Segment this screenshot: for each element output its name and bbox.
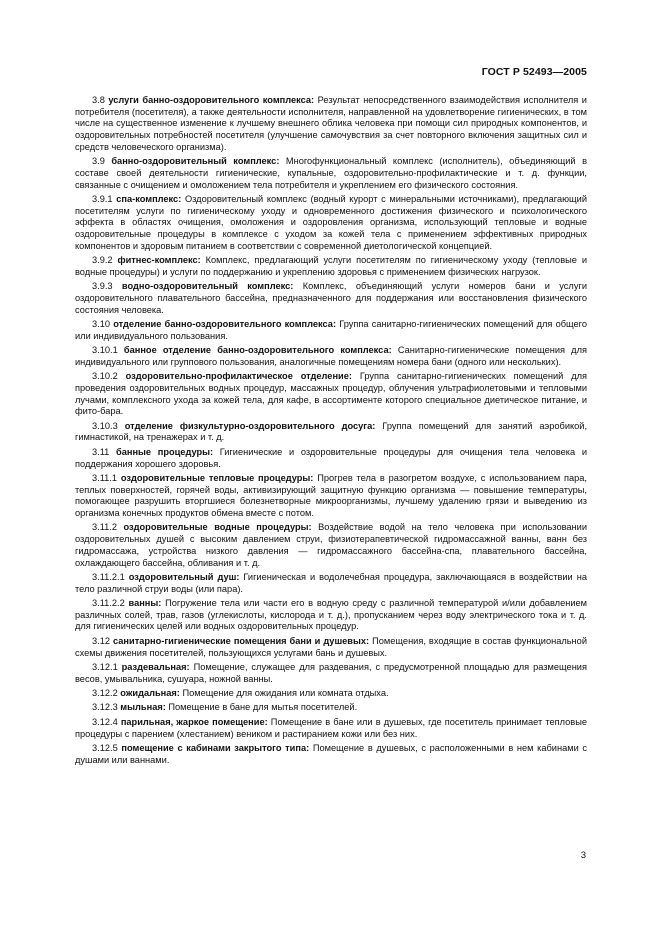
term: услуги банно-оздоровительного комплекса: xyxy=(108,95,315,105)
term: водно-оздоровительный комплекс: xyxy=(121,281,294,292)
term: спа-комплекс: xyxy=(116,194,182,204)
definition-paragraph xyxy=(75,319,587,342)
definition-paragraph xyxy=(75,702,587,714)
clause-number: 3.10 xyxy=(92,319,111,330)
definition-text: Многофункциональный комплекс (исполнитель), объединяющий в составе своей деятельности гигиенические, купальные, оздоровительно-профилактические и т. д. функции, связанные с очищением и омоложением тела потребителя и укреплением его физического состояния. xyxy=(75,156,587,190)
term: парильная, жаркое помещение: xyxy=(120,716,268,727)
clause-number: 3.9.2 xyxy=(92,255,113,266)
term: банно-оздоровительный комплекс: xyxy=(111,156,280,167)
clause-number: 3.12.5 xyxy=(92,742,118,753)
definition-text: Прогрев тела в разогретом воздухе, с использованием пара, теплых поверхностей, горячей воды, активизирующий защитную функцию организма — повышение температуры, помогающее разрушить вторгшиеся болезнетворные микроорганизмы, лучшему удалению грязи и выведению из организма конечных продуктов обмена вместе с потом. xyxy=(75,472,587,519)
term: мыльная: xyxy=(120,702,166,713)
definition-text: Помещение в бане для мытья посетителей. xyxy=(168,702,358,713)
definition-paragraph xyxy=(75,717,587,740)
definition-paragraph xyxy=(75,194,587,253)
term: банное отделение банно-оздоровительного комплекса: xyxy=(123,345,392,356)
definition-text: Помещение в душевых, с расположенными в нем кабинами с душами или ваннами. xyxy=(75,742,588,765)
clause-number: 3.11 xyxy=(92,446,110,457)
clause-number: 3.12.3 xyxy=(92,702,118,713)
definition-text: Помещения, входящие в состав функциональной схемы движения посетителей, пользующихся услугами бань и душевых. xyxy=(75,635,587,658)
term: раздевальная: xyxy=(121,661,190,672)
clause-number: 3.8 xyxy=(92,95,105,105)
definition-paragraph xyxy=(75,522,587,569)
definition-text: Помещение в бане или в душевых, где посетитель принимает тепловые процедуры с парением (хлестанием) веником и растиранием кожи или без них. xyxy=(75,716,587,739)
clause-number: 3.12.4 xyxy=(92,716,118,727)
definition-text: Санитарно-гигиенические помещения для индивидуального или группового пользования, аналогичные помещениям номера бани (одного или нескольких). xyxy=(75,345,587,367)
definition-paragraph xyxy=(75,156,587,191)
definition-text: Помещение для ожидания или комната отдыха. xyxy=(182,688,389,699)
term: помещение с кабинами закрытого типа: xyxy=(121,742,310,753)
term: отделение физкультурно-оздоровительного досуга: xyxy=(124,420,376,431)
term: оздоровительные тепловые процедуры: xyxy=(120,472,314,483)
term: оздоровительный душ: xyxy=(128,571,240,582)
clause-number: 3.12 xyxy=(92,635,111,646)
definition-text: Комплекс, объединяющий услуги номеров бани и услуги оздоровительного плавательного бассейна, предназначенного для поддержания или восстановления физического состояния человека. xyxy=(75,281,587,315)
definition-paragraph xyxy=(75,473,587,520)
clause-number: 3.10.2 xyxy=(92,371,118,382)
definition-paragraph xyxy=(75,421,587,444)
definition-paragraph xyxy=(75,447,587,470)
definition-paragraph xyxy=(75,572,587,595)
definition-paragraph xyxy=(75,662,587,685)
definition-text: Гигиеническая и водолечебная процедура, заключающаяся в воздействии на тело различной струи воды (или пара). xyxy=(75,571,587,594)
clause-number: 3.10.1 xyxy=(92,345,118,356)
clause-number: 3.12.2 xyxy=(92,688,118,699)
definition-paragraph xyxy=(75,255,587,278)
document-body xyxy=(75,95,587,769)
definition-text: Оздоровительный комплекс (водный курорт с минеральными источниками), предлагающий посетителям услуги по гигиеническому уходу и одновременного достижения физического и психологического эффекта в областях очищения, омоложения и оздоровления организма, использующий тепловые и водные оздоровительные процедуры в комплексе с уходом за кожей тела с применением эффективных природных компонентов и здоровым питанием в соответствии с современной диетологической концепцией. xyxy=(75,194,587,251)
term: фитнес-комплекс: xyxy=(117,255,201,266)
clause-number: 3.10.3 xyxy=(92,420,118,431)
definition-paragraph xyxy=(75,636,587,659)
clause-number: 3.11.1 xyxy=(92,472,118,483)
term: санитарно-гигиенические помещения бани и душевых: xyxy=(113,635,370,646)
definition-text: Погружение тела или части его в водную среду с различной температурой и/или добавлением различных солей, трав, газов (углекислоты, кислорода и т. д.), пропусканием через воду электрического тока и т. д. для гигиенических целей или водных оздоровительных процедур. xyxy=(75,598,588,632)
definition-text: Группа помещений для занятий аэробикой, гимнастикой, на тренажерах и т. д. xyxy=(75,420,588,443)
term: ванны: xyxy=(128,598,162,609)
term: банные процедуры: xyxy=(116,446,214,457)
clause-number: 3.9.3 xyxy=(92,281,113,292)
definition-text: Группа санитарно-гигиенических помещений для общего или индивидуального пользования. xyxy=(75,319,587,341)
definition-paragraph xyxy=(75,743,587,766)
clause-number: 3.9.1 xyxy=(92,194,113,204)
definition-paragraph xyxy=(75,95,587,154)
term: отделение банно-оздоровительного комплекса: xyxy=(113,319,337,330)
clause-number: 3.11.2.1 xyxy=(92,571,125,582)
term: оздоровительные водные процедуры: xyxy=(123,522,312,533)
definition-paragraph xyxy=(75,345,587,368)
clause-number: 3.11.2.2 xyxy=(92,598,125,609)
definition-paragraph xyxy=(75,598,587,633)
definition-text: Гигиенические и оздоровительные процедуры для очищения тела человека и поддержания хорошего здоровья. xyxy=(75,446,587,469)
definition-paragraph xyxy=(75,688,587,700)
term: ожидальная: xyxy=(120,688,180,699)
definition-paragraph xyxy=(75,281,587,316)
clause-number: 3.11.2 xyxy=(92,522,118,533)
clause-number: 3.12.1 xyxy=(92,661,118,672)
page-number: 3 xyxy=(580,850,586,861)
definition-text: Группа санитарно-гигиенических помещений для проведения оздоровительных водных процедур, массажных процедур, облучения ультрафиолетовыми и тепловыми лучами, комплексного ухода за кожей тела, для кафе, в ассортименте которого специальное диетическое питание, и фито-бара. xyxy=(75,371,588,417)
definition-text: Помещение, служащее для раздевания, с предусмотренной площадью для размещения весов, умывальника, сушуара, ножной ванны. xyxy=(75,661,587,684)
definition-text: Комплекс, предлагающий услуги посетителям по гигиеническому уходу (тепловые и водные процедуры) и услуги по поддержанию и укреплению здоровья с применением физических нагрузок. xyxy=(75,255,587,277)
definition-text: Результат непосредственного взаимодействия исполнителя и потребителя (посетителя), а также деятельности исполнителя, направленной на удовлетворение гигиенических, в том числе на существенное изменение к лучшему внешнего облика человека при помощи сил природных компонентов, и оздоровительных потребностей посетителя (улучшение самочувствия за счет повторного включения защитных сил и средств человеческого организма). xyxy=(75,95,587,152)
clause-number: 3.9 xyxy=(92,156,105,167)
term: оздоровительно-профилактическое отделение: xyxy=(125,371,352,382)
definition-paragraph xyxy=(75,371,587,418)
definition-text: Воздействие водой на тело человека при использовании оздоровительных душей с высоким давлением струи, физиотерапевтической гидромассажной ванны, ванн без гидромассажа, устройства низкого давления — гидромассажного бассейна-спа, плавательного бассейна, охлаждающего бассейна, обливания и т. д. xyxy=(75,522,587,568)
document-code-header: ГОСТ Р 52493—2005 xyxy=(481,66,587,78)
